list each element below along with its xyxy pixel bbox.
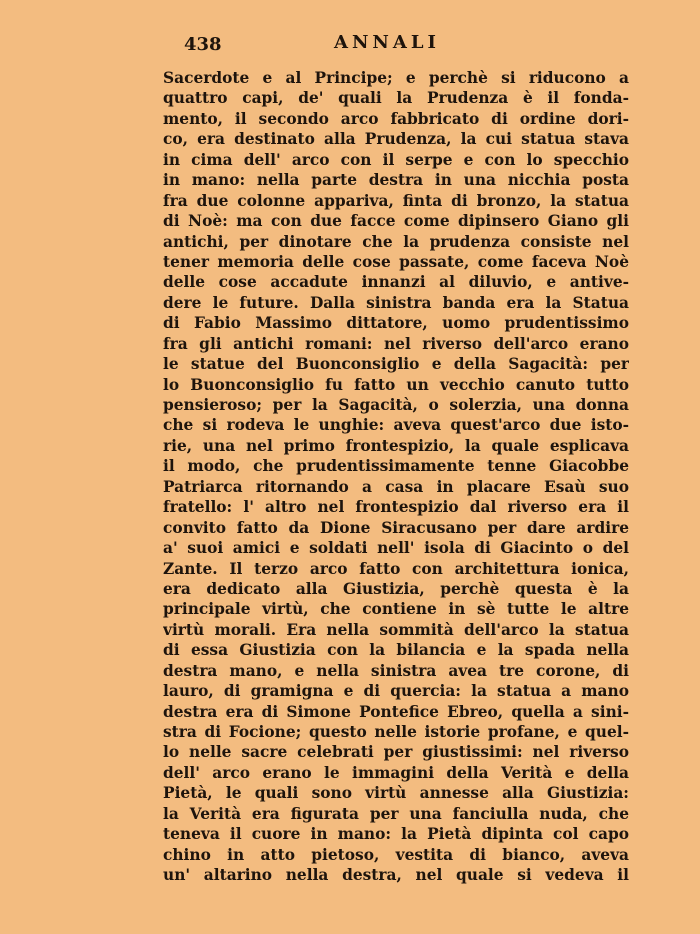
text-line: antichi, per dinotare che la prudenza consiste nel — [163, 232, 629, 251]
page-number: 438 — [184, 34, 222, 55]
text-line: Patriarca ritornando a casa in placare Esaù suo — [163, 477, 629, 496]
text-line: lo Buonconsiglio fu fatto un vecchio canuto tutto — [163, 375, 629, 394]
text-line: quattro capi, de' quali la Prudenza è il fonda- — [163, 89, 629, 108]
text-line: che si rodeva le unghie: aveva quest'arco due isto- — [163, 416, 629, 435]
text-line: principale virtù, che contiene in sè tutte le altre — [163, 600, 629, 619]
text-line: convito fatto da Dione Siracusano per dare ardire — [163, 518, 629, 537]
text-line: Zante. Il terzo arco fatto con architettura ionica, — [163, 559, 629, 578]
text-line: dell' arco erano le immagini della Verità e della — [163, 763, 629, 782]
text-line: era dedicato alla Giustizia, perchè questa è la — [163, 579, 629, 598]
text-line: lo nelle sacre celebrati per giustissimi: nel riverso — [163, 743, 629, 762]
text-line: di Fabio Massimo dittatore, uomo prudentissimo — [163, 314, 629, 333]
text-line: mento, il secondo arco fabbricato di ordine dori- — [163, 109, 629, 128]
text-line: fra due colonne appariva, finta di bronzo, la statua — [163, 191, 629, 210]
text-line: a' suoi amici e soldati nell' isola di Giacinto o del — [163, 539, 629, 558]
text-line: dere le future. Dalla sinistra banda era la Statua — [163, 293, 629, 312]
text-line: chino in atto pietoso, vestita di bianco, aveva — [163, 845, 629, 864]
body-text — [163, 68, 629, 886]
text-line: virtù morali. Era nella sommità dell'arco la statua — [163, 620, 629, 639]
text-line: di essa Giustizia con la bilancia e la spada nella — [163, 641, 629, 660]
text-line: teneva il cuore in mano: la Pietà dipinta col capo — [163, 825, 629, 844]
text-line: Pietà, le quali sono virtù annesse alla Giustizia: — [163, 784, 629, 803]
text-line: destra era di Simone Pontefice Ebreo, quella a sini- — [163, 702, 629, 721]
text-line: pensieroso; per la Sagacità, o solerzia, una donna — [163, 396, 629, 414]
text-line: fratello: l' altro nel frontespizio dal riverso era il — [163, 498, 629, 517]
running-title: ANNALI — [334, 32, 440, 53]
text-line: un' altarino nella destra, nel quale si vedeva il — [163, 866, 629, 885]
text-line: la Verità era figurata per una fanciulla nuda, che — [163, 804, 629, 823]
running-head — [0, 30, 700, 60]
text-line: in mano: nella parte destra in una nicchia posta — [163, 171, 629, 190]
text-line: lauro, di gramigna e di quercia: la statua a mano — [163, 682, 629, 701]
text-line: stra di Focione; questo nelle istorie profane, e quel- — [163, 723, 629, 741]
text-line: le statue del Buonconsiglio e della Sagacità: per — [163, 355, 629, 374]
text-line: in cima dell' arco con il serpe e con lo specchio — [163, 150, 629, 169]
text-line: delle cose accadute innanzi al diluvio, e antive- — [163, 273, 629, 292]
text-line: Sacerdote e al Principe; e perchè si riducono a — [163, 69, 629, 87]
text-line: tener memoria delle cose passate, come faceva Noè — [163, 252, 629, 271]
text-line: fra gli antichi romani: nel riverso dell'arco erano — [163, 334, 629, 353]
text-line: co, era destinato alla Prudenza, la cui statua stava — [163, 130, 629, 149]
text-line: destra mano, e nella sinistra avea tre corone, di — [163, 661, 629, 680]
text-line: il modo, che prudentissimamente tenne Giacobbe — [163, 457, 629, 476]
text-line: di Noè: ma con due facce come dipinsero Giano gli — [163, 212, 629, 231]
text-line: rie, una nel primo frontespizio, la quale esplicava — [163, 436, 629, 455]
